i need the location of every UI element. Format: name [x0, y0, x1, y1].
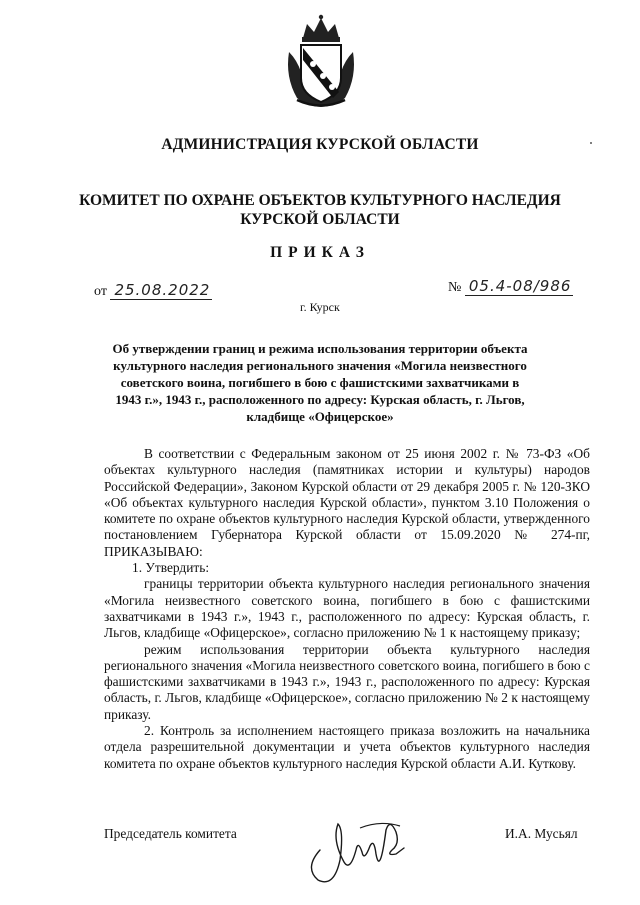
signatory-position: Председатель комитета [104, 826, 237, 841]
committee-heading-line1: КОМИТЕТ ПО ОХРАНЕ ОБЪЕКТОВ КУЛЬТУРНОГО НАСЛЕДИЯ [79, 192, 561, 209]
order-body [104, 446, 590, 772]
city: г. Курск [300, 300, 340, 314]
date-value: 25.08.2022 [110, 281, 212, 300]
order-title: Об утверждении границ и режима использования территории объекта культурного наследия регионального значения «Могила неизвестного советского воина, погибшего в бою с фашистскими захватчиками в 1943 г.», 1943 г., расположенного по адресу: Курская область, г. Льгов, кладбище «Офицерское» [112, 341, 528, 424]
committee-heading [0, 191, 640, 229]
coat-of-arms-icon [283, 12, 359, 108]
signatory-name: И.А. Мусьял [505, 826, 578, 841]
number-value: 05.4-08/986 [465, 277, 574, 296]
preamble: В соответствии с Федеральным законом от 25 июня 2002 г. № 73-ФЗ «Об объектах культурного наследия (памятниках истории и культуры) народов Российской Федерации», Законом Курской области от 29 декабря 2005 г. № 120-ЗКО «Об объектах культурного наследия Курской области», пунктом 3.10 Положения о комитете по охране объектов культурного наследия Курской области, утвержденного постановлением Губернатора Курской области от 15.09.2020 № 274-пг, ПРИКАЗЫВАЮ: [104, 446, 590, 559]
item-2: 2. Контроль за исполнением настоящего приказа возложить на начальника отдела разрешительной документации и учета объектов культурного наследия комитета по охране объектов культурного наследия Курской области А.И. Куткову. [104, 723, 590, 771]
committee-heading-line2: КУРСКОЙ ОБЛАСТИ [240, 211, 400, 228]
item-1-borders: границы территории объекта культурного наследия регионального значения «Могила неизвестного советского воина, погибшего в бою с фашистскими захватчиками в 1943 г.», 1943 г., расположенного по адресу: Курская область, г. Льгов, кладбище «Офицерское», согласно приложению № 1 к настоящему приказу; [104, 576, 590, 641]
number-prefix: № [448, 280, 462, 295]
administration-heading: АДМИНИСТРАЦИЯ КУРСКОЙ ОБЛАСТИ [161, 136, 479, 153]
order-number [448, 277, 573, 296]
document-type: ПРИКАЗ [270, 244, 370, 261]
order-date [94, 281, 212, 300]
date-prefix: от [94, 284, 107, 299]
item-1-regime: режим использования территории объекта культурного наследия регионального значения «Могила неизвестного советского воина, погибшего в бою с фашистскими захватчиками в 1943 г.», 1943 г., расположенного по адресу: Курская область, г. Льгов, кладбище «Офицерское», согласно приложению № 2 к настоящему приказу. [104, 641, 590, 722]
item-1: 1. Утвердить: [132, 560, 210, 576]
signature-icon [300, 810, 430, 890]
